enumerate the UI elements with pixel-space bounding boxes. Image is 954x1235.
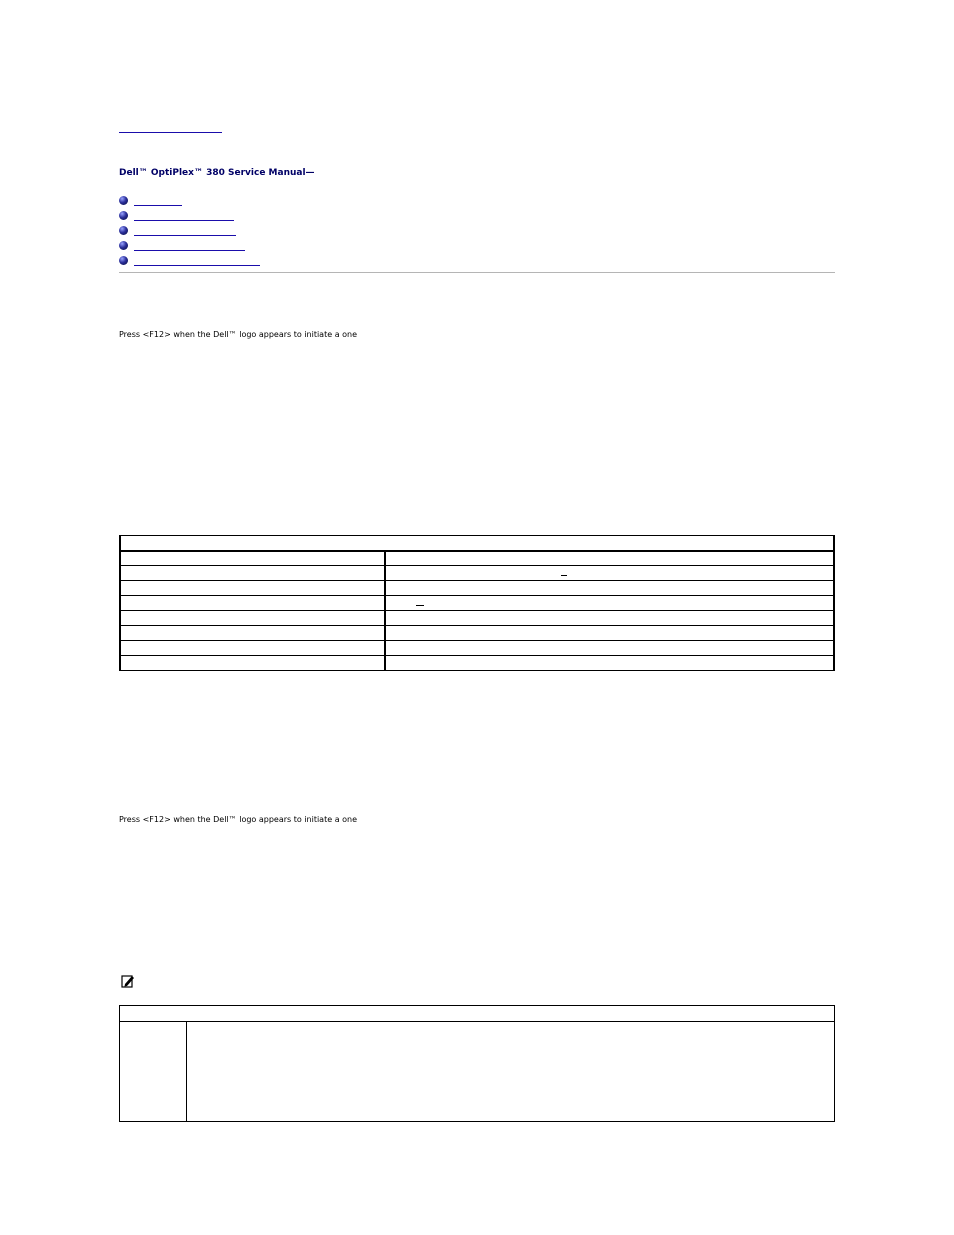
bullet-icon bbox=[119, 256, 128, 265]
table-cell bbox=[385, 566, 834, 581]
table-cell bbox=[120, 1022, 187, 1122]
table-row bbox=[120, 551, 834, 566]
page-title: Dell™ OptiPlex™ 380 Service Manual— bbox=[119, 168, 315, 178]
toc-link-5[interactable] bbox=[134, 256, 260, 266]
toc-link-1[interactable] bbox=[134, 196, 182, 206]
table-row bbox=[120, 626, 834, 641]
note-pencil-icon bbox=[121, 974, 135, 988]
table-cell bbox=[120, 626, 385, 641]
settings-table-2 bbox=[119, 1005, 835, 1122]
table-header-cell bbox=[120, 1006, 835, 1022]
table-cell bbox=[385, 551, 834, 566]
dash-mark bbox=[561, 575, 567, 576]
table-cell bbox=[385, 626, 834, 641]
settings-table-1 bbox=[119, 535, 835, 671]
table-row bbox=[120, 581, 834, 596]
bullet-icon bbox=[119, 211, 128, 220]
table-row bbox=[120, 596, 834, 611]
table-row bbox=[120, 1022, 835, 1122]
section-text-2: Press <F12> when the Dell™ logo appears to initiate a one bbox=[119, 815, 358, 824]
table-cell bbox=[120, 551, 385, 566]
toc-item bbox=[119, 238, 260, 253]
table-row bbox=[120, 611, 834, 626]
section-text-1: Press <F12> when the Dell™ logo appears to initiate a one bbox=[119, 330, 358, 339]
table-row bbox=[120, 566, 834, 581]
table-cell bbox=[187, 1022, 835, 1122]
bullet-icon bbox=[119, 196, 128, 205]
table-cell bbox=[385, 596, 834, 611]
table-cell bbox=[385, 656, 834, 671]
table-cell bbox=[385, 611, 834, 626]
toc-item bbox=[119, 193, 260, 208]
table-of-contents bbox=[119, 193, 260, 268]
table-cell bbox=[120, 596, 385, 611]
toc-item bbox=[119, 208, 260, 223]
table-cell bbox=[120, 566, 385, 581]
table-header-row bbox=[120, 536, 834, 551]
bullet-icon bbox=[119, 226, 128, 235]
dash-mark bbox=[416, 605, 424, 606]
toc-item bbox=[119, 253, 260, 268]
table-row bbox=[120, 656, 834, 671]
toc-link-4[interactable] bbox=[134, 241, 245, 251]
table-cell bbox=[385, 641, 834, 656]
table-header-cell bbox=[120, 536, 834, 551]
table-cell bbox=[120, 611, 385, 626]
top-link[interactable] bbox=[119, 120, 222, 133]
table-cell bbox=[120, 656, 385, 671]
toc-link-3[interactable] bbox=[134, 226, 236, 236]
toc-link-2[interactable] bbox=[134, 211, 234, 221]
table-row bbox=[120, 641, 834, 656]
table-cell bbox=[120, 581, 385, 596]
table-cell bbox=[385, 581, 834, 596]
bullet-icon bbox=[119, 241, 128, 250]
divider bbox=[119, 272, 835, 273]
table-header-row bbox=[120, 1006, 835, 1022]
toc-item bbox=[119, 223, 260, 238]
table-cell bbox=[120, 641, 385, 656]
